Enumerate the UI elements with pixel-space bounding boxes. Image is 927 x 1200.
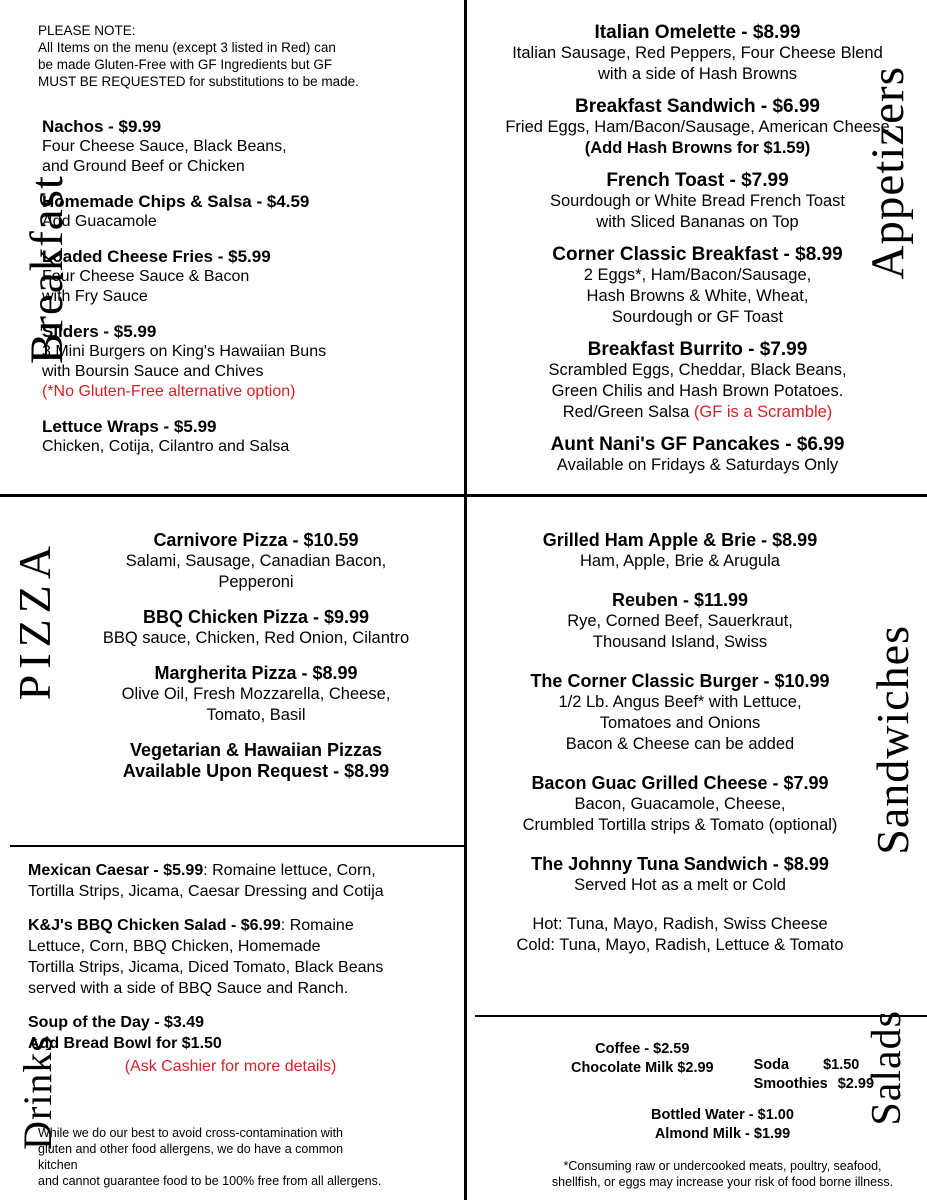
menu-item [470, 244, 925, 328]
appetizers-items [42, 116, 392, 471]
item-desc: Chicken, Cotija, Cilantro and Salsa [42, 438, 290, 455]
section-title-appetizers: Appetizers [862, 66, 914, 280]
item-desc: Ham, Apple, Brie & Arugula [580, 552, 780, 570]
menu-item [42, 246, 392, 307]
drink-smoothies [754, 1075, 874, 1094]
please-note-title: PLEASE NOTE: [38, 23, 136, 38]
drink-chocolate-milk: Chocolate Milk $2.99 [570, 1060, 714, 1076]
sandwiches-items [480, 530, 880, 974]
divider-drinks-top [475, 1015, 927, 1017]
drink-smoothies-label: Smoothies [753, 1076, 828, 1092]
menu-item [60, 607, 452, 649]
section-title-drinks: Drinks [15, 1035, 60, 1150]
drinks-row-bottom [525, 1106, 920, 1144]
raw-food-warning-line-2: shellfish, or eggs may increase your risk of food borne illness. [551, 1175, 894, 1189]
item-desc: Add Guacamole [42, 213, 157, 230]
section-title-salads: Salads [864, 1010, 910, 1126]
menu-item [28, 915, 433, 999]
allergen-disclaimer-line-1: While we do our best to avoid cross-contamination with [38, 1126, 344, 1140]
item-desc: Italian Sausage, Red Peppers, Four Cheese Blend [512, 44, 883, 62]
item-desc: with a side of Hash Browns [597, 65, 797, 83]
item-desc: Crumbled Tortilla strips & Tomato (optional) [522, 816, 838, 834]
item-name: Bacon Guac Grilled Cheese - $7.99 [531, 773, 829, 793]
item-desc: Tomatoes and Onions [599, 714, 761, 732]
menu-item [480, 590, 880, 653]
item-desc: and Ground Beef or Chicken [42, 158, 245, 175]
item-desc-salsa [470, 402, 925, 423]
please-note-line-1: All Items on the menu (except 3 listed in Red) can [38, 40, 336, 55]
item-name-line [28, 915, 433, 936]
menu-item [42, 416, 392, 457]
item-desc: Scrambled Eggs, Cheddar, Black Beans, [548, 361, 847, 379]
please-note-line-2: be made Gluten-Free with GF Ingredients but GF [38, 57, 333, 72]
menu-item [470, 434, 925, 476]
menu-item [480, 530, 880, 572]
item-desc: Tomato, Basil [206, 706, 306, 724]
item-name: Soup of the Day - $3.49 [28, 1014, 205, 1031]
item-desc: 2 Eggs*, Ham/Bacon/Sausage, [583, 266, 812, 284]
item-desc: Bacon, Guacamole, Cheese, [574, 795, 786, 813]
item-desc: Rye, Corned Beef, Sauerkraut, [567, 612, 793, 630]
item-desc: with Boursin Sauce and Chives [42, 363, 264, 380]
please-note-block [38, 22, 378, 90]
item-name: K&J's BBQ Chicken Salad - $6.99 [28, 917, 281, 934]
menu-item [480, 773, 880, 836]
drink-soda-price: $1.50 [823, 1057, 860, 1073]
item-name: Sliders - $5.99 [42, 322, 157, 341]
item-desc: 1/2 Lb. Angus Beef* with Lettuce, [558, 693, 802, 711]
item-name: Grilled Ham Apple & Brie - $8.99 [542, 530, 818, 550]
item-desc: 3 Mini Burgers on King's Hawaiian Buns [42, 343, 327, 360]
drinks-items [525, 1040, 920, 1190]
menu-item [42, 116, 392, 177]
allergen-disclaimer-line-2: gluten and other food allergens, we do have a common kitchen [38, 1142, 344, 1172]
item-name: The Johnny Tuna Sandwich - $8.99 [531, 854, 829, 874]
item-name: The Corner Classic Burger - $10.99 [530, 671, 830, 691]
item-name: Breakfast Sandwich - $6.99 [575, 96, 820, 117]
item-name: Margherita Pizza - $8.99 [154, 663, 358, 683]
drinks-col-coffee [571, 1040, 714, 1078]
item-name: Italian Omelette - $8.99 [594, 22, 801, 43]
item-desc: Available on Fridays & Saturdays Only [556, 456, 839, 474]
item-desc: Tortilla Strips, Jicama, Diced Tomato, Black Beans [28, 959, 384, 976]
divider-salads-top [10, 845, 464, 847]
item-desc: Four Cheese Sauce, Black Beans, [42, 138, 287, 155]
drink-almond-milk: Almond Milk - $1.99 [654, 1126, 791, 1142]
allergen-disclaimer [38, 1125, 383, 1189]
item-name: Carnivore Pizza - $10.59 [153, 530, 359, 550]
drinks-col-soda [754, 1040, 874, 1094]
raw-food-warning-line-1: *Consuming raw or undercooked meats, poultry, seafood, [563, 1159, 882, 1173]
item-name-line [28, 860, 433, 881]
item-desc: BBQ sauce, Chicken, Red Onion, Cilantro [102, 629, 410, 647]
item-desc: Lettuce, Corn, BBQ Chicken, Homemade [28, 938, 321, 955]
item-desc: Bacon & Cheese can be added [565, 735, 795, 753]
item-desc-salsa-text: Red/Green Salsa [562, 403, 690, 421]
item-desc: : Romaine lettuce, Corn, [203, 862, 376, 879]
item-desc: Olive Oil, Fresh Mozzarella, Cheese, [121, 685, 391, 703]
item-desc: Pepperoni [218, 573, 294, 591]
please-note-line-3: MUST BE REQUESTED for substitutions to be made. [38, 74, 359, 89]
item-desc: Four Cheese Sauce & Bacon [42, 268, 250, 285]
drink-bottled-water: Bottled Water - $1.00 [651, 1107, 794, 1123]
item-desc: Available Upon Request - $8.99 [122, 761, 390, 781]
item-desc: Salami, Sausage, Canadian Bacon, [125, 552, 387, 570]
drink-soda-label: Soda [753, 1057, 790, 1073]
item-desc: Served Hot as a melt or Cold [574, 876, 786, 894]
item-desc: Tortilla Strips, Jicama, Caesar Dressing and Cotija [28, 883, 384, 900]
item-desc-addon: (Add Hash Browns for $1.59) [584, 139, 811, 157]
menu-item [28, 1012, 433, 1076]
item-desc-hot: Hot: Tuna, Mayo, Radish, Swiss Cheese [532, 915, 828, 933]
menu-item [470, 339, 925, 423]
item-desc: Thousand Island, Swiss [592, 633, 768, 651]
item-desc-gf-note: (GF is a Scramble) [693, 403, 833, 421]
item-name: Homemade Chips & Salsa - $4.59 [42, 192, 310, 211]
section-title-breakfast: Breakfast [21, 175, 73, 365]
item-name-addon: Add Bread Bowl for $1.50 [28, 1035, 222, 1052]
item-name: Breakfast Burrito - $7.99 [587, 339, 808, 360]
divider-horizontal-right [467, 494, 927, 497]
section-title-sandwiches: Sandwiches [867, 625, 918, 855]
item-name: BBQ Chicken Pizza - $9.99 [142, 607, 370, 627]
item-desc: Hash Browns & White, Wheat, [586, 287, 809, 305]
item-name: Mexican Caesar - $5.99 [28, 862, 204, 879]
item-name: Vegetarian & Hawaiian Pizzas [129, 740, 383, 760]
section-title-pizza: PIZZA [9, 540, 60, 701]
item-note-cashier: (Ask Cashier for more details) [124, 1058, 337, 1075]
drink-smoothies-price: $2.99 [837, 1076, 875, 1092]
item-desc: Sourdough or White Bread French Toast [549, 192, 846, 210]
item-desc-gf-warning: (*No Gluten-Free alternative option) [42, 383, 296, 400]
menu-item [470, 170, 925, 233]
item-desc: Green Chilis and Hash Brown Potatoes. [551, 382, 844, 400]
menu-item [42, 191, 392, 232]
menu-item [470, 22, 925, 85]
menu-item [60, 663, 452, 726]
item-name: Nachos - $9.99 [42, 117, 162, 136]
divider-horizontal-left [0, 494, 464, 497]
item-desc: with Fry Sauce [42, 288, 148, 305]
menu-item [470, 96, 925, 159]
raw-food-warning [525, 1158, 920, 1190]
item-name: Aunt Nani's GF Pancakes - $6.99 [550, 434, 845, 455]
drink-soda [754, 1056, 874, 1075]
divider-vertical [464, 0, 467, 1200]
item-desc-cold: Cold: Tuna, Mayo, Radish, Lettuce & Tomato [516, 936, 844, 954]
item-desc: served with a side of BBQ Sauce and Ranch. [28, 980, 349, 997]
menu-item [60, 530, 452, 593]
menu-item [480, 854, 880, 896]
menu-item [480, 914, 880, 956]
drinks-row-top [525, 1040, 920, 1094]
allergen-disclaimer-line-3: and cannot guarantee food to be 100% free from all allergens. [38, 1174, 382, 1188]
item-name: Corner Classic Breakfast - $8.99 [552, 244, 843, 265]
item-name: French Toast - $7.99 [606, 170, 789, 191]
item-name: Loaded Cheese Fries - $5.99 [42, 247, 271, 266]
pizza-items [60, 530, 452, 796]
breakfast-items [470, 22, 925, 487]
item-name: Reuben - $11.99 [611, 590, 749, 610]
menu-item [480, 671, 880, 755]
menu-item [28, 860, 433, 902]
menu-item [60, 740, 452, 782]
drink-coffee: Coffee - $2.59 [595, 1041, 690, 1057]
item-desc: Fried Eggs, Ham/Bacon/Sausage, American Cheese [505, 118, 890, 136]
salads-items [28, 860, 433, 1089]
item-name: Lettuce Wraps - $5.99 [42, 417, 217, 436]
item-desc: : Romaine [280, 917, 354, 934]
item-desc: Sourdough or GF Toast [611, 308, 784, 326]
item-desc: with Sliced Bananas on Top [596, 213, 799, 231]
menu-item [42, 321, 392, 402]
